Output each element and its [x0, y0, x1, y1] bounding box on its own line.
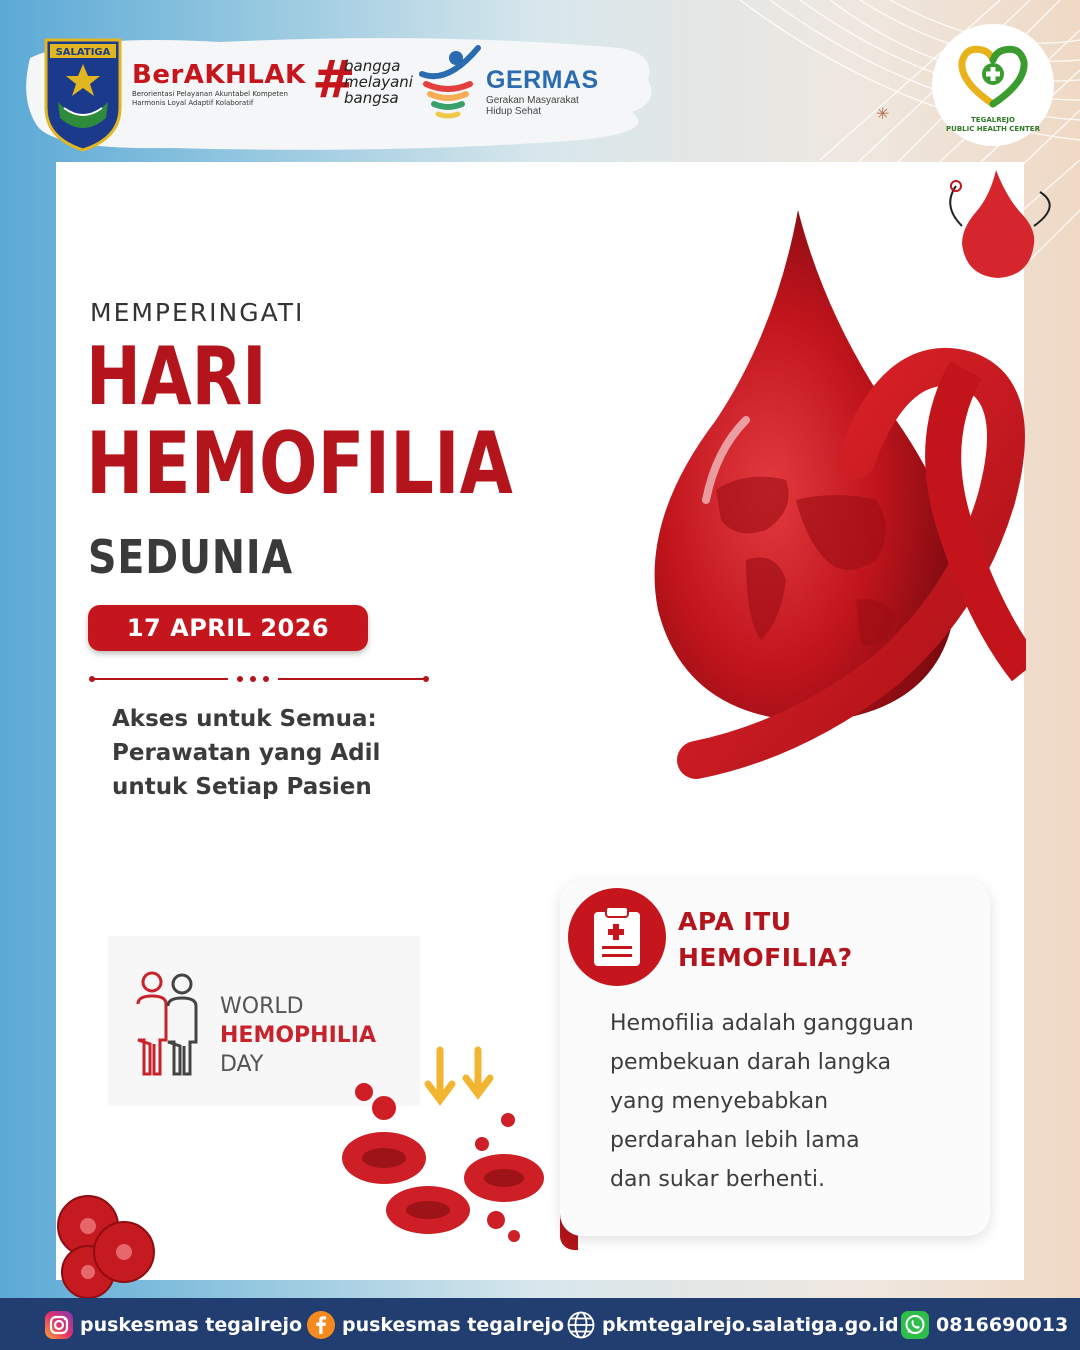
sparkle-icon: ✳ — [876, 104, 890, 123]
info-body-line-2: pembekuan darah langka — [610, 1050, 892, 1075]
globe-icon — [566, 1310, 596, 1340]
tagline-line-3: untuk Setiap Pasien — [112, 774, 372, 800]
tegalrejo-phc-logo — [932, 24, 1054, 146]
crest-label: SALATIGA — [55, 47, 111, 58]
hashtag-icon: # — [312, 50, 356, 110]
down-arrow-icons — [428, 1050, 490, 1100]
instagram-handle: puskesmas tegalrejo — [80, 1314, 303, 1336]
red-blood-cells-decoration — [48, 1190, 160, 1302]
whd-line-3: DAY — [220, 1052, 264, 1077]
info-title-line-2: HEMOFILIA? — [678, 943, 853, 972]
germas-subtitle-1: Gerakan Masyarakat — [486, 95, 579, 106]
tagline-line-1: Akses untuk Semua: — [112, 706, 377, 732]
whatsapp-number: 0816690013 — [936, 1314, 1069, 1336]
heart-hands-icon — [954, 42, 1032, 112]
footer-website[interactable] — [566, 1310, 899, 1340]
info-title — [678, 904, 853, 976]
instagram-icon — [44, 1310, 74, 1340]
info-body-line-4: perdarahan lebih lama — [610, 1128, 860, 1153]
whd-line-2: HEMOPHILIA — [220, 1023, 376, 1048]
facebook-icon — [306, 1310, 336, 1340]
date-badge: 17 APRIL 2026 — [88, 605, 368, 651]
website-url: pkmtegalrejo.salatiga.go.id — [602, 1314, 899, 1336]
berakhlak-subtitle-2: Harmonis Loyal Adaptif Kolaboratif — [132, 99, 254, 107]
dotted-divider — [88, 672, 430, 686]
facebook-handle: puskesmas tegalrejo — [342, 1314, 565, 1336]
footer-whatsapp[interactable] — [900, 1310, 1068, 1340]
info-body-line-5: dan sukar berhenti. — [610, 1167, 825, 1192]
berakhlak-logo — [132, 60, 306, 108]
tagline-line-2: Perawatan yang Adil — [112, 740, 381, 766]
phc-label-2: PUBLIC HEALTH CENTER — [946, 125, 1040, 133]
info-body-line-1: Hemofilia adalah gangguan — [610, 1011, 914, 1036]
germas-subtitle-2: Hidup Sehat — [486, 106, 542, 117]
title-hari: HARI — [86, 330, 267, 423]
title-hemofilia: HEMOFILIA — [86, 414, 513, 514]
tagline — [112, 702, 380, 804]
whd-line-1: WORLD — [220, 994, 304, 1019]
bangga-line-1: bangga — [344, 57, 401, 75]
bangga-line-3: bangsa — [344, 89, 399, 107]
pre-title: MEMPERINGATI — [90, 298, 305, 327]
germas-title: GERMAS — [486, 66, 599, 94]
footer-instagram[interactable] — [44, 1310, 302, 1340]
salatiga-crest-logo — [44, 38, 122, 152]
bangga-melayani-bangsa-logo — [312, 50, 413, 110]
blood-drop-ribbon-illustration — [596, 200, 1026, 810]
stethoscope-drop-icon — [940, 166, 1066, 282]
phc-label-1: TEGALREJO — [971, 116, 1015, 124]
germas-logo-icon — [418, 44, 482, 124]
people-icon — [124, 970, 214, 1080]
germas-text — [486, 66, 599, 117]
info-body — [610, 1004, 914, 1199]
footer-facebook[interactable] — [306, 1310, 564, 1340]
berakhlak-title: BerAKHLAK — [132, 60, 306, 90]
blood-cells-illustration — [330, 1040, 560, 1250]
whatsapp-icon — [900, 1310, 930, 1340]
bangga-line-2: melayani — [344, 73, 413, 91]
berakhlak-subtitle-1: Berorientasi Pelayanan Akuntabel Kompeten — [132, 90, 288, 98]
title-sedunia: SEDUNIA — [88, 530, 293, 584]
info-title-line-1: APA ITU — [678, 907, 792, 936]
clipboard-icon — [592, 906, 642, 968]
info-body-line-3: yang menyebabkan — [610, 1089, 829, 1114]
clipboard-badge — [568, 888, 666, 986]
